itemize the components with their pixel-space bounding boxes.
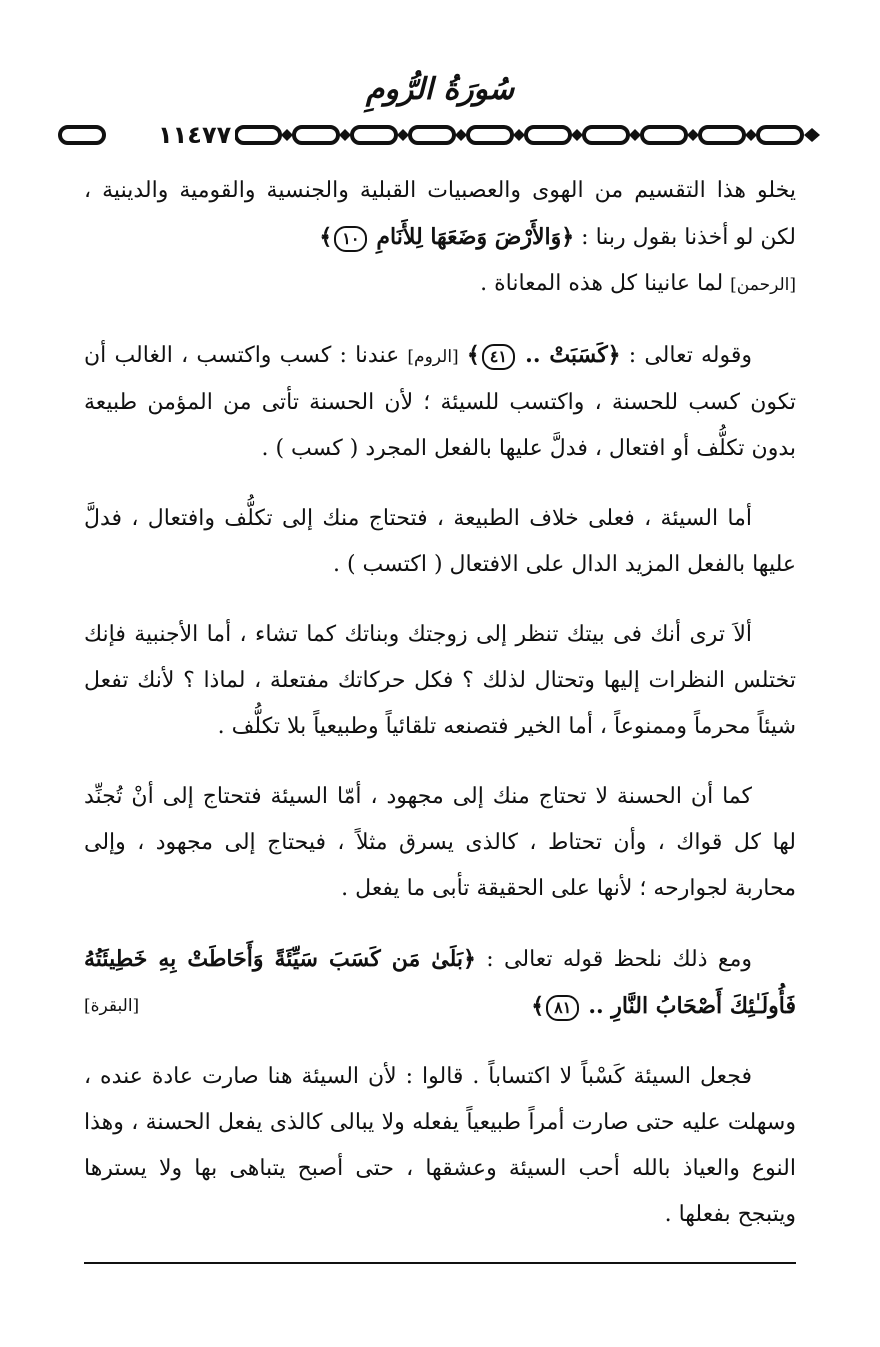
header-ornament [54,118,824,152]
quran-close-bracket: ﴾ [531,993,545,1019]
quran-verse: وَالأَرْضَ وَضَعَهَا لِلأَنَامِ [376,224,562,250]
paragraph-text: عندنا : كسب واكتسب ، الغالب أن تكون كسب للحسنة ، واكتسب للسيئة ؛ لأن الحسنة تأتى من المؤمن طبيعة بدون تكلُّف أو افتعال ، فدلَّ عليها بالفعل المجرد ( كسب ) . [84,343,796,461]
paragraph-7 [84,1054,796,1238]
page-number: ١١٤٧٧ [154,120,235,150]
paragraph-5 [84,774,796,912]
surah-reference: [البقرة] [84,996,140,1016]
quran-verse: بَلَىٰ مَن كَسَبَ سَيِّئَةً وَأَحَاطَتْ بِهِ خَطِيئَتُهُ فَأُولَـٰئِكَ أَصْحَابُ النَّارِ .. [84,946,796,1019]
quran-verse: كَسَبَتْ .. [525,342,608,368]
surah-reference: [الروم] [407,347,459,367]
paragraph-6 [84,936,796,1030]
ayah-number-badge: ٤١ [482,344,515,370]
page-body [84,168,796,1262]
quran-open-bracket: ﴿ [463,946,476,972]
paragraph-text: أما السيئة ، فعلى خلاف الطبيعة ، فتحتاج منك إلى تكلُّف وافتعال ، فدلَّ عليها بالفعل المزيد الدال على الافتعال ( اكتسب ) . [84,506,796,577]
surah-title: سُورَةُ الرُّومِ [365,72,515,107]
paragraph-text: كما أن الحسنة لا تحتاج منك إلى مجهود ، أمّا السيئة فتحتاج إلى أنْ تُجنِّد لها كل قواك ، وأن تحتاط ، كالذى يسرق مثلاً ، فيحتاج إلى مجهود ، وإلى محاربة لجوارحه ؛ لأنها على الحقيقة تأبى ما يفعل . [84,784,796,901]
paragraph-text: وقوله تعالى : [620,343,752,368]
ayah-number-badge: ١٠ [334,226,367,252]
paragraph-text: ومع ذلك نلحظ قوله تعالى : [475,947,752,972]
quran-open-bracket: ﴿ [561,224,575,250]
surah-reference: [الرحمن] [730,275,796,295]
paragraph-2 [84,332,796,472]
paragraph-4 [84,612,796,750]
paragraph-text: يخلو هذا التقسيم من الهوى والعصبيات القبلية والجنسية والقومية والدينية ، لكن لو أخذنا بقول ربنا : [84,178,796,250]
paragraph-text: لما عانينا كل هذه المعاناة . [480,271,731,296]
paragraph-3 [84,496,796,588]
paragraph-1 [84,168,796,308]
ayah-number-badge: ٨١ [546,995,579,1021]
quran-open-bracket: ﴿ [607,342,621,368]
footer-rule [84,1262,796,1264]
paragraph-text: فجعل السيئة كَسْباً لا اكتساباً . قالوا : لأن السيئة هنا صارت عادة عنده ، وسهلت عليه حتى صارت أمراً طبيعياً يفعله ولا يبالى كالذى يفعل الحسنة ، وهذا النوع والعياذ بالله أحب السيئة وعشقها ، حتى أصبح يتباهى بها ولا يسترها ويتبجح بفعلها . [84,1064,796,1227]
paragraph-text: ألاَ ترى أنك فى بيتك تنظر إلى زوجتك وبناتك كما تشاء ، أما الأجنبية فإنك تختلس النظرات إليها وتحتال لذلك ؟ فكل حركاتك مفتعلة ، لماذا ؟ لأنك تفعل شيئاً محرماً وممنوعاً ، أما الخير فتصنعه تلقائياً وطبيعياً بلا تكلُّف . [84,622,796,739]
quran-close-bracket: ﴾ [319,224,333,250]
quran-close-bracket: ﴾ [466,342,480,368]
